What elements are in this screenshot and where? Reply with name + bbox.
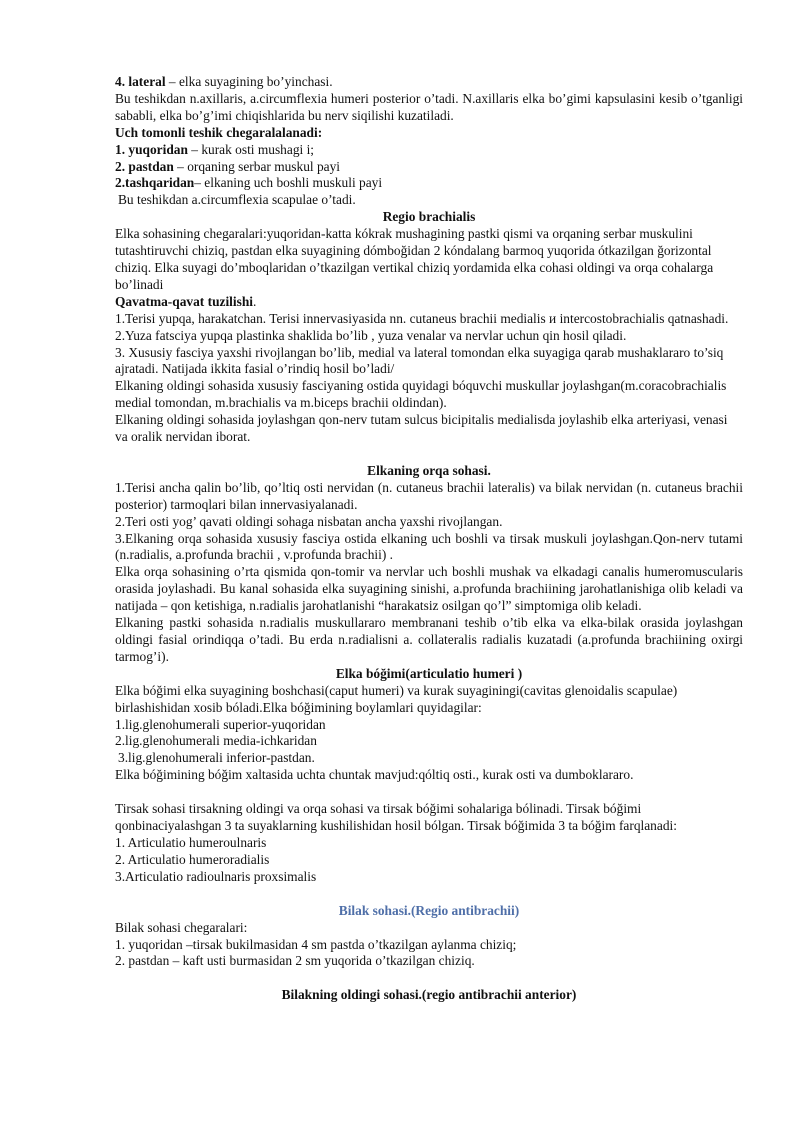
text: – elka suyagining bo’yinchasi. bbox=[165, 74, 333, 89]
document-page bbox=[115, 74, 743, 1004]
list-item: 1. Articulatio humeroulnaris bbox=[115, 834, 267, 850]
list-term: 2. pastdan bbox=[115, 158, 174, 174]
paragraph: Elkaning oldingi sohasida joylashgan qon-nerv tutam sulcus bicipitalis medialisda joylashib elka arteriyasi, venasi va oralik nervidan iborat. bbox=[115, 412, 728, 445]
list-item: 2.lig.glenohumerali media-ichkaridan bbox=[115, 733, 317, 749]
list-term: 1. yuqoridan bbox=[115, 141, 188, 157]
heading-bilak-sohasi: Bilak sohasi.(Regio antibrachii) bbox=[338, 902, 520, 918]
line-lateral bbox=[115, 74, 743, 91]
paragraph: Elka bóğimi elka suyagining boshchasi(caput humeri) va kurak suyaginingi(cavitas glenoidalis scapulae) birlashishidan xosib bóladi.Elka bóğimining boylamlari quyidagilar: bbox=[115, 682, 678, 715]
paragraph: Bu teshikdan n.axillaris, a.circumflexia humeri posterior o’tadi. N.axillaris elka bo’gimi kapsulasini kesib o’tganligi sababli, elka bo’g’imi chiqishlarida bu nerv siqilishi kuzatiladi. bbox=[115, 90, 743, 123]
punctuation: . bbox=[253, 293, 257, 309]
paragraph: 2.Teri osti yog’ qavati oldingi sohaga nisbatan ancha yaxshi rivojlangan. bbox=[115, 513, 503, 529]
list-item bbox=[115, 142, 743, 159]
spacer bbox=[115, 970, 743, 987]
paragraph: 2.Yuza fatsciya yupqa plastinka shaklida bo’lib , yuza venalar va nervlar uchun qin hosil qiladi. bbox=[115, 327, 627, 343]
section-heading bbox=[115, 209, 743, 226]
paragraph: Elkaning pastki sohasida n.radialis muskullararo membranani teshib o’tib elka va elka-bilak orasida joylashgan oldingi fasial orindiqqa o’tadi. Bu erda n.radialisni a. collateralis radialis kuzatadi (a.profunda brachiining oxirgi tarmog’i). bbox=[115, 615, 743, 664]
paragraph: Elkaning oldingi sohasida xususiy fasciyaning ostida quyidagi bóquvchi muskullar joylashgan(m.coracobrachialis medial tomondan, m.brachialis va m.biceps brachii oldindan). bbox=[115, 378, 727, 411]
list-text: – orqaning serbar muskul payi bbox=[173, 158, 341, 174]
paragraph: Elka sohasining chegaralari:yuqoridan-katta kókrak mushagining pastki qismi va orqaning serbar muskulini tutashtiruvchi chiziq, pastdan elka suyagining dómboğidan 2 kóndalang barmoq yuqorida ótkazilgan ğorizontal chiziq. Elka suyagi do’mboqlaridan o’tkazilgan vertikal chiziq yordamida elka cohasi oldingi va orqa cohalarga bo’linadi bbox=[115, 226, 714, 292]
paragraph: Elka orqa sohasining o’rta qismida qon-tomir va nervlar uch boshli mushak va elkadagi canalis humeromuscularis orasida joylashadi. Bu kanal sohasida elka suyagining sinishi, a.profunda brachiining jarohatlanishiga olib keladi va natijada – qon ketishiga, n.radialis jarohatlanishi “harakatsiz osilgan qo’l” simptomiga olib keladi. bbox=[115, 564, 743, 614]
paragraph: Tirsak sohasi tirsakning oldingi va orqa sohasi va tirsak bóğimi sohalariga bólinadi. Tirsak bóğimi qonbinaciyalashgan 3 ta suyaklarning kushilishidan hosil bólgan. Tirsak bóğimida 3 ta bóğim farqlanadi: bbox=[115, 801, 677, 834]
section-heading bbox=[115, 666, 743, 683]
term-lateral: 4. lateral bbox=[115, 74, 166, 89]
paragraph: 3.Elkaning orqa sohasida xususiy fasciya ostida elkaning uch boshli va tirsak muskuli joylashgan.Qon-nerv tutami (n.radialis, a.profunda brachii , v.profunda brachii) . bbox=[115, 530, 743, 563]
list-item bbox=[115, 175, 743, 192]
list-item: 1. yuqoridan –tirsak bukilmasidan 4 sm pastda o’tkazilgan aylanma chiziq; bbox=[115, 936, 517, 952]
list-item: 1.lig.glenohumerali superior-yuqoridan bbox=[115, 716, 326, 732]
list-text: – elkaning uch boshli muskuli payi bbox=[194, 175, 383, 191]
paragraph: 1.Terisi ancha qalin bo’lib, qo’ltiq osti nervidan (n. cutaneus brachii lateralis) va bilak nervidan (n. cutaneus brachii posterior) tarmoqlari bilan innervasiyalanadi. bbox=[115, 479, 743, 512]
list-item: 2. pastdan – kaft usti burmasidan 2 sm yuqorida o’tkazilgan chiziq. bbox=[115, 953, 475, 969]
section-heading bbox=[115, 463, 743, 480]
spacer bbox=[115, 886, 743, 903]
list-text: – kurak osti mushagi i; bbox=[187, 141, 315, 157]
paragraph: 3. Xususiy fasciya yaxshi rivojlangan bo’lib, medial va lateral tomondan elka suyagiga qarab mushaklararo to’siq ajratadi. Natijada ikkita fasial o’rindiq hosil bo’ladi/ bbox=[115, 344, 724, 377]
paragraph: Bilak sohasi chegaralari: bbox=[115, 919, 248, 935]
heading-bilak-oldingi: Bilakning oldingi sohasi.(regio antibrachii anterior) bbox=[281, 987, 577, 1003]
heading-elka-orqa: Elkaning orqa sohasi. bbox=[367, 462, 491, 478]
subheading bbox=[115, 294, 743, 311]
list-item bbox=[115, 159, 743, 176]
section-heading bbox=[115, 903, 743, 920]
heading-regio-brachialis: Regio brachialis bbox=[382, 209, 476, 225]
subheading-text: Uch tomonli teshik chegaralalanadi: bbox=[115, 124, 323, 140]
list-item: 3.Articulatio radioulnaris proxsimalis bbox=[115, 868, 317, 884]
subheading bbox=[115, 125, 743, 142]
paragraph: 1.Terisi yupqa, harakatchan. Terisi innervasiyasida nn. cutaneus brachii medialis и intercostobrachialis qatnashadi. bbox=[115, 310, 729, 326]
list-term: 2.tashqaridan bbox=[115, 175, 195, 191]
spacer bbox=[115, 446, 743, 463]
list-item: 2. Articulatio humeroradialis bbox=[115, 851, 270, 867]
paragraph: Bu teshikdan a.circumflexia scapulae o’tadi. bbox=[118, 192, 356, 208]
section-heading bbox=[115, 987, 743, 1004]
subheading-text: Qavatma-qavat tuzilishi bbox=[115, 293, 253, 309]
paragraph: Elka bóğimining bóğim xaltasida uchta chuntak mavjud:qóltiq osti., kurak osti va dumboklararo. bbox=[115, 767, 634, 783]
heading-elka-bogimi: Elka bóğimi(articulatio humeri ) bbox=[335, 665, 523, 681]
spacer bbox=[115, 784, 743, 801]
list-item: 3.lig.glenohumerali inferior-pastdan. bbox=[118, 750, 315, 766]
